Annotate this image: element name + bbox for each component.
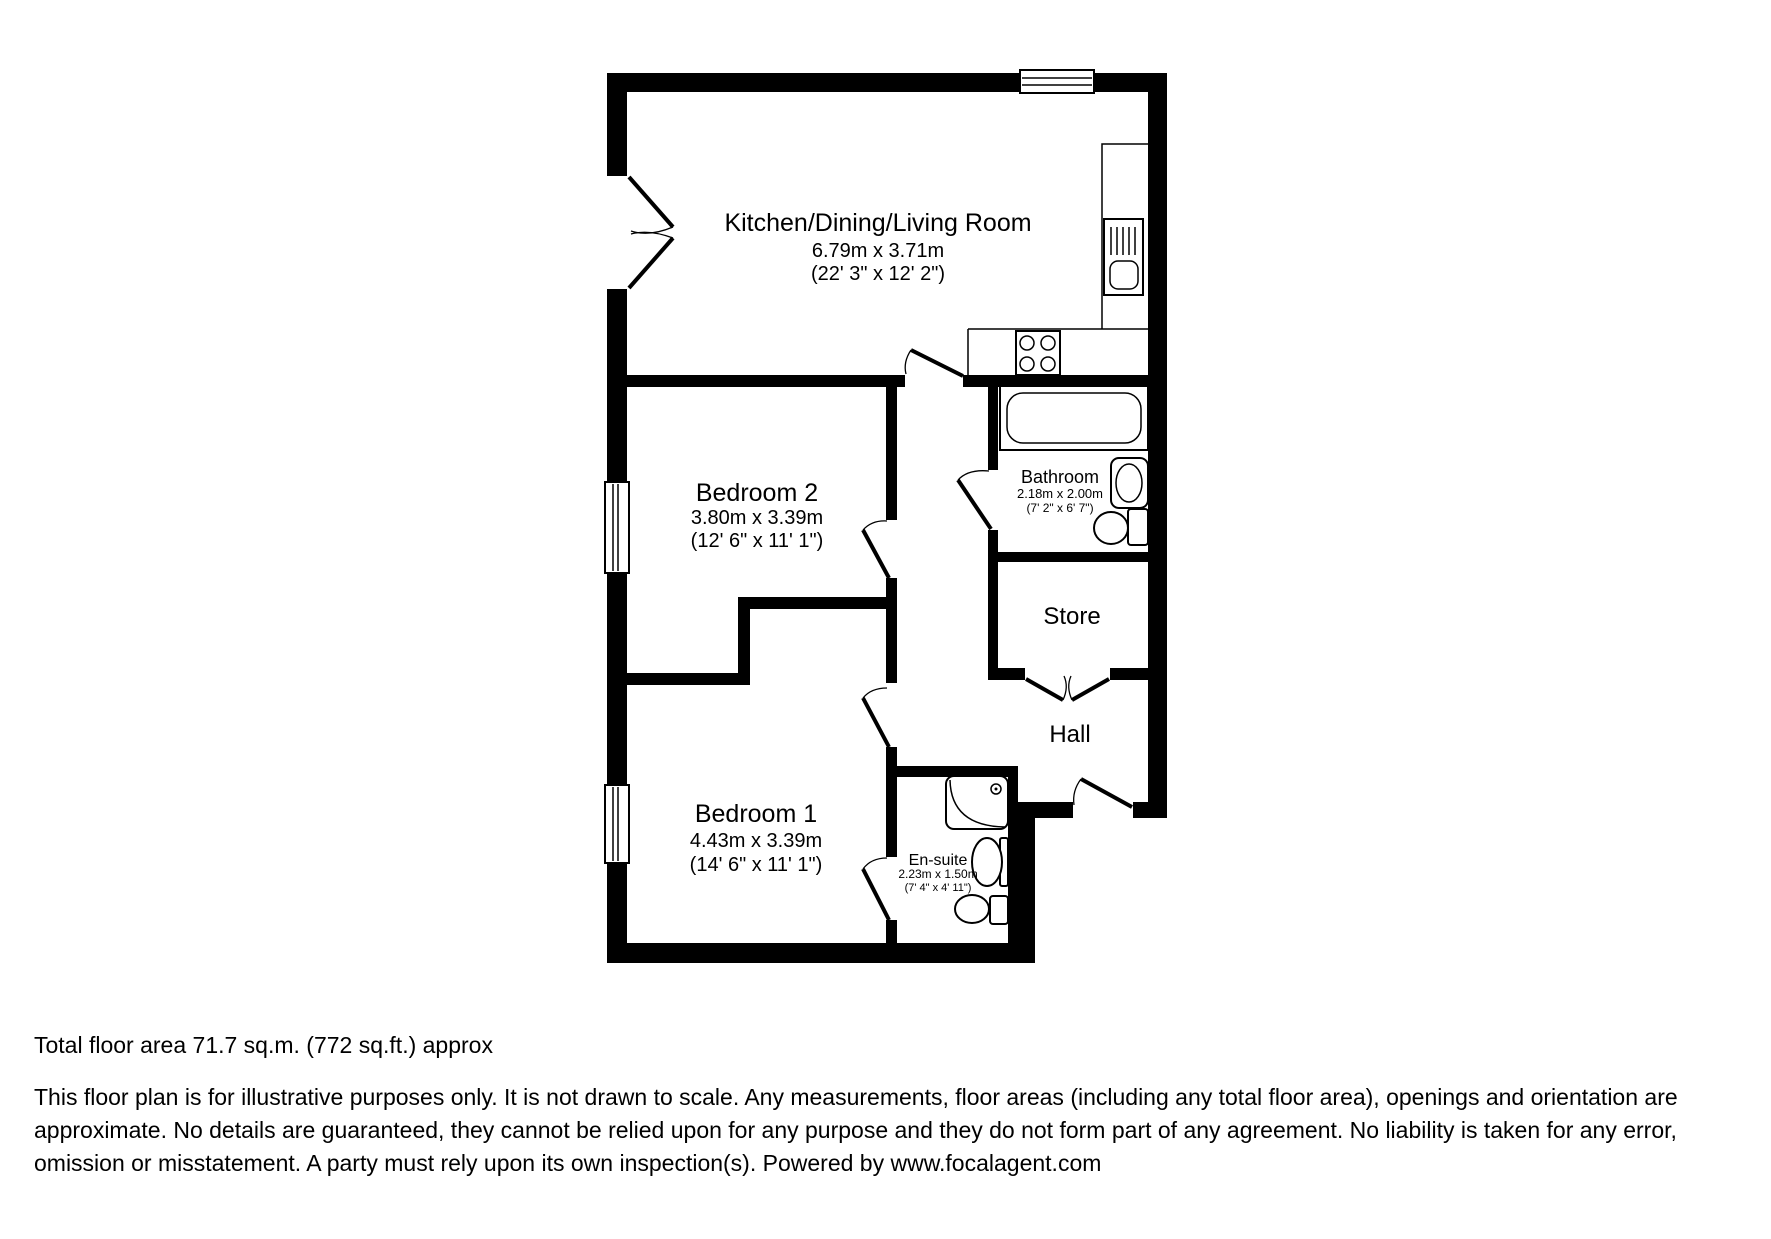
shower <box>946 776 1008 829</box>
kitchen-hob <box>1016 331 1060 375</box>
ensuite-toilet <box>955 895 1008 924</box>
bathroom-toilet <box>1094 509 1148 545</box>
ensuite-name: En-suite <box>908 852 968 869</box>
door-kitchen-hall <box>905 350 963 376</box>
footer <box>34 1032 1749 1180</box>
label-hall <box>1049 721 1090 748</box>
wall-right <box>1148 73 1167 818</box>
bathroom-basin <box>1111 458 1148 508</box>
wall-bottom <box>607 943 1035 963</box>
door-entrance <box>1074 779 1132 807</box>
wall-store-south-right <box>1110 668 1148 680</box>
wall-hall-south-right <box>1133 802 1167 818</box>
label-bedroom2 <box>691 479 824 552</box>
hall-name: Hall <box>1049 721 1091 748</box>
wall-bedroom2-south <box>738 597 897 609</box>
disclaimer-text: This floor plan is for illustrative purposes only. It is not drawn to scale. Any measurements, floor areas (including any total floor area), openings and orientation are approximate. No details are guaranteed, they cannot be relied upon for any purpose and they do not form part of any agreement. No liability is taken for any error, omission or misstatement. A party must rely upon its own inspection(s). Powered by www.focalagent.com <box>34 1084 1678 1176</box>
wall-bathroom-south <box>996 552 1148 562</box>
total-floor-area: Total floor area 71.7 sq.m. (772 sq.ft.) approx <box>34 1032 493 1058</box>
kitchen-imperial: (22' 3" x 12' 2") <box>810 263 946 285</box>
ensuite-imperial: (7' 4" x 4' 11") <box>904 882 972 894</box>
wall-kitchen-south-left <box>627 375 905 387</box>
bathroom-imperial: (7' 2" x 6' 7") <box>1026 501 1094 515</box>
kitchen-sink-unit <box>1104 219 1143 295</box>
double-doors-store <box>1026 676 1109 700</box>
bathroom-name: Bathroom <box>1020 467 1100 487</box>
door-ensuite <box>863 858 889 920</box>
window-bedroom1 <box>605 785 629 863</box>
label-kitchen <box>724 209 1031 285</box>
label-bedroom1 <box>690 800 823 876</box>
kitchen-metric: 6.79m x 3.71m <box>811 240 945 262</box>
wall-bathroom-west-upper <box>988 387 998 470</box>
door-bedroom2 <box>863 521 889 578</box>
store-name: Store <box>1043 603 1101 630</box>
door-bathroom <box>958 471 991 529</box>
ensuite-metric: 2.23m x 1.50m <box>898 867 978 881</box>
bathtub <box>1000 386 1148 450</box>
wall-store-south-left <box>988 668 1025 680</box>
bedroom2-metric: 3.80m x 3.39m <box>690 507 824 529</box>
bedroom2-name: Bedroom 2 <box>695 479 819 507</box>
wall-hall-west <box>886 747 897 857</box>
wall-hall-south-left <box>1018 802 1073 818</box>
wall-ensuite-west-lower <box>886 920 897 963</box>
label-bathroom <box>1017 467 1103 515</box>
wall-ensuite-east-upper <box>1008 766 1018 812</box>
kitchen-name: Kitchen/Dining/Living Room <box>724 209 1032 237</box>
window-bedroom2 <box>605 482 629 573</box>
label-ensuite <box>898 852 977 894</box>
bathroom-metric: 2.18m x 2.00m <box>1017 486 1103 501</box>
bedroom1-metric: 4.43m x 3.39m <box>689 830 823 852</box>
wall-bedroom2-east-lower <box>886 578 897 683</box>
bedroom1-name: Bedroom 1 <box>694 800 818 828</box>
wall-bedroom2-east-upper <box>886 387 897 520</box>
bedroom1-imperial: (14' 6" x 11' 1") <box>689 854 823 876</box>
window-kitchen-top <box>1020 70 1094 93</box>
wall-step <box>738 597 750 685</box>
wall-ensuite-east <box>1008 802 1035 963</box>
wall-bedroom1-north <box>627 673 750 685</box>
french-doors-kitchen <box>607 176 673 289</box>
door-bedroom1 <box>863 688 889 747</box>
label-store <box>1043 603 1100 630</box>
bedroom2-imperial: (12' 6" x 11' 1") <box>690 530 824 552</box>
